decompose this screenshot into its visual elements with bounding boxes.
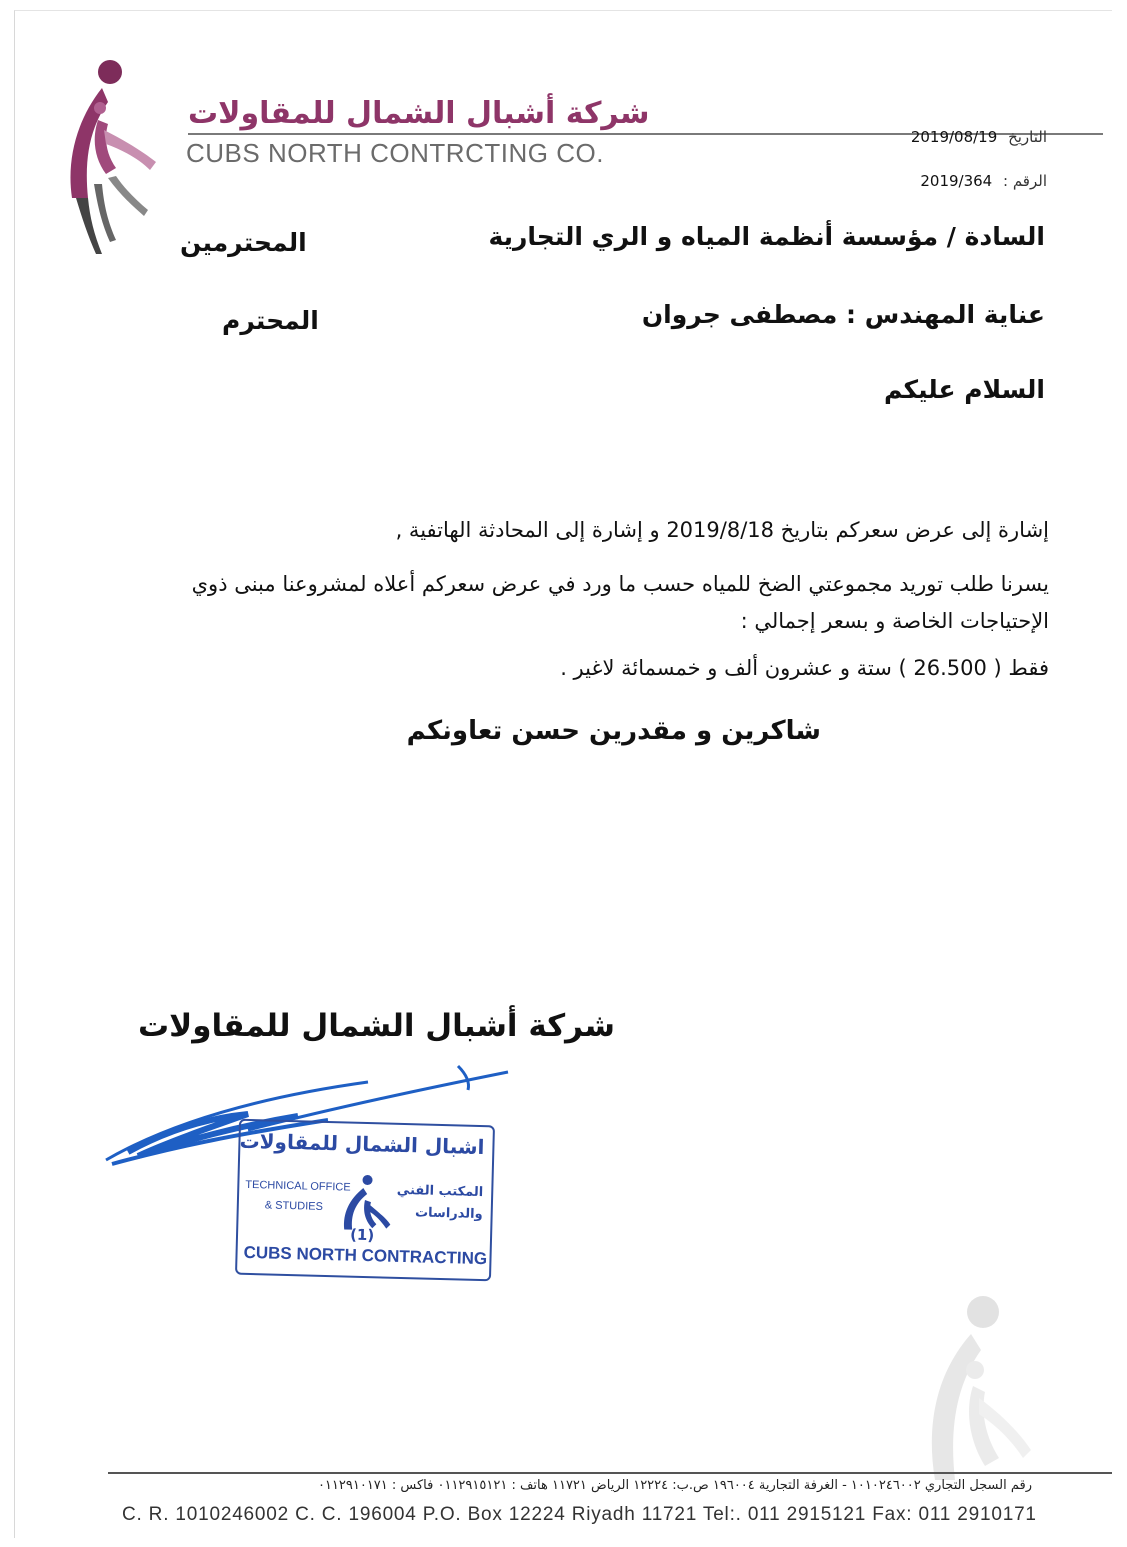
date-label: التاريخ: [1008, 128, 1047, 146]
stamp-dept-arabic-2: والدراسات: [414, 1205, 483, 1223]
body-paragraph-3: فقط ( 26.500 ) ستة و عشرون ألف و خمسمائة لاغير .: [560, 656, 1049, 680]
company-logo: [58, 58, 158, 258]
body-paragraph-2: يسرنا طلب توريد مجموعتي الضخ للمياه حسب ما ورد في عرض سعركم أعلاه لمشروعنا مبنى ذوي الإحتياجات الخاصة و بسعر إجمالي :: [191, 572, 1049, 633]
attention-honorific: المحترم: [222, 306, 319, 335]
stamp-logo-icon: [336, 1173, 393, 1232]
attention-line: عناية المهندس : مصطفى جروان: [641, 300, 1045, 329]
reference-number: [920, 172, 1047, 190]
company-stamp: [235, 1119, 495, 1282]
ref-value: 2019/364: [920, 172, 993, 190]
stamp-dept-english-1: TECHNICAL OFFICE: [245, 1178, 351, 1194]
letter-date: [911, 128, 1047, 146]
stamp-dept-english-2: & STUDIES: [264, 1199, 324, 1213]
closing-thanks: شاكرين و مقدرين حسن تعاونكم: [406, 716, 821, 746]
company-name-arabic: شركة أشبال الشمال للمقاولات: [188, 96, 650, 131]
recipient-line: السادة / مؤسسة أنظمة المياه و الري التجارية: [488, 222, 1045, 251]
footer-divider: [108, 1472, 1112, 1474]
footer-english: C. R. 1010246002 C. C. 196004 P.O. Box 12224 Riyadh 11721 Tel:. 011 2915121 Fax: 011 2910171: [122, 1504, 1037, 1525]
company-name-english: CUBS NORTH CONTRCTING CO.: [186, 138, 604, 168]
stamp-number: (1): [349, 1225, 375, 1245]
watermark-logo: [905, 1290, 1035, 1490]
stamp-dept-arabic-1: المكتب الفني: [396, 1182, 484, 1201]
recipient-honorific: المحترمين: [180, 228, 307, 257]
ref-label: الرقم :: [1003, 172, 1047, 190]
footer-arabic: رقم السجل التجاري ١٠١٠٢٤٦٠٠٢ - الغرفة التجارية ١٩٦٠٠٤ ص.ب: ١٢٢٢٤ الرياض ١١٧٢١ هاتف : ٠١١٢٩١٥١٢١ فاكس : ٠١١٢٩١٠١٧١: [317, 1478, 1032, 1493]
stamp-name-arabic: اشبال الشمال للمقاولات: [239, 1128, 485, 1160]
body-paragraph-1: إشارة إلى عرض سعركم بتاريخ 2019/8/18 و إشارة إلى المحادثة الهاتفية ,: [395, 518, 1049, 542]
stamp-name-english: CUBS NORTH CONTRACTING: [243, 1242, 488, 1269]
date-value: 2019/08/19: [910, 128, 998, 146]
greeting: السلام عليكم: [883, 375, 1045, 404]
signature-company-name: شركة أشبال الشمال للمقاولات: [138, 1008, 615, 1044]
